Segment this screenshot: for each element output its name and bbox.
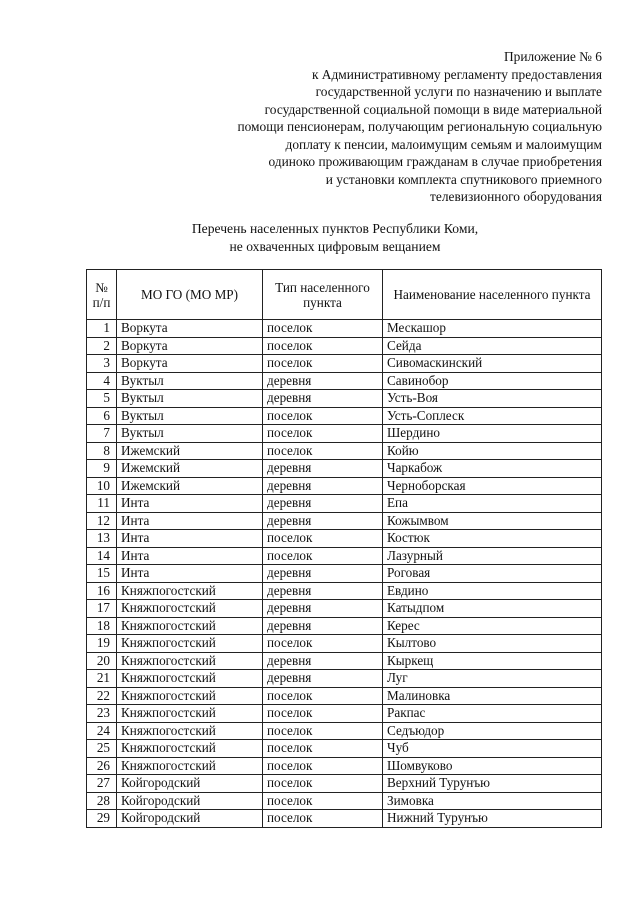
cell-municipality: Инта xyxy=(117,530,263,548)
table-row xyxy=(87,512,602,530)
cell-settlement-type: деревня xyxy=(263,652,383,670)
cell-settlement-type: деревня xyxy=(263,460,383,478)
table-row xyxy=(87,600,602,618)
table-row xyxy=(87,757,602,775)
annex-line: и установки комплекта спутникового приемного xyxy=(325,171,602,187)
cell-number: 20 xyxy=(87,652,117,670)
cell-settlement-name: Сейда xyxy=(383,337,602,355)
cell-settlement-name: Кожымвом xyxy=(383,512,602,530)
cell-municipality: Княжпогостский xyxy=(117,705,263,723)
annex-header xyxy=(182,48,602,206)
cell-number: 12 xyxy=(87,512,117,530)
table-row xyxy=(87,425,602,443)
header-settlement-type: Тип населенного пункта xyxy=(263,270,383,320)
cell-number: 29 xyxy=(87,810,117,828)
cell-settlement-name: Зимовка xyxy=(383,792,602,810)
cell-settlement-name: Керес xyxy=(383,617,602,635)
cell-settlement-name: Усть-Соплеск xyxy=(383,407,602,425)
cell-number: 6 xyxy=(87,407,117,425)
cell-number: 23 xyxy=(87,705,117,723)
cell-settlement-type: деревня xyxy=(263,600,383,618)
cell-settlement-name: Койю xyxy=(383,442,602,460)
annex-line: к Административному регламенту предоставления xyxy=(311,66,602,82)
cell-settlement-name: Мескашор xyxy=(383,320,602,338)
cell-settlement-name: Кыркещ xyxy=(383,652,602,670)
cell-settlement-type: поселок xyxy=(263,407,383,425)
cell-number: 25 xyxy=(87,740,117,758)
table-row xyxy=(87,810,602,828)
annex-line: государственной социальной помощи в виде материальной xyxy=(264,101,602,117)
cell-municipality: Вуктыл xyxy=(117,372,263,390)
annex-line: помощи пенсионерам, получающим региональную социальную xyxy=(237,119,602,134)
cell-settlement-type: поселок xyxy=(263,320,383,338)
cell-settlement-name: Чуб xyxy=(383,740,602,758)
cell-number: 26 xyxy=(87,757,117,775)
table-row xyxy=(87,582,602,600)
header-settlement-name: Наименование населенного пункта xyxy=(383,270,602,320)
cell-settlement-type: поселок xyxy=(263,687,383,705)
cell-number: 4 xyxy=(87,372,117,390)
title-line-2: не охваченных цифровым вещанием xyxy=(229,238,441,254)
cell-municipality: Вуктыл xyxy=(117,390,263,408)
cell-settlement-type: деревня xyxy=(263,390,383,408)
cell-settlement-name: Черноборская xyxy=(383,477,602,495)
cell-municipality: Воркута xyxy=(117,337,263,355)
cell-settlement-name: Нижний Турунъю xyxy=(383,810,602,828)
cell-number: 5 xyxy=(87,390,117,408)
cell-municipality: Ижемский xyxy=(117,442,263,460)
cell-municipality: Инта xyxy=(117,495,263,513)
cell-number: 28 xyxy=(87,792,117,810)
table-row xyxy=(87,792,602,810)
table-row xyxy=(87,320,602,338)
cell-municipality: Княжпогостский xyxy=(117,617,263,635)
cell-municipality: Княжпогостский xyxy=(117,582,263,600)
cell-municipality: Инта xyxy=(117,512,263,530)
cell-settlement-name: Шомвуково xyxy=(383,757,602,775)
annex-line: доплату к пенсии, малоимущим семьям и малоимущим xyxy=(285,136,602,152)
cell-number: 8 xyxy=(87,442,117,460)
cell-number: 10 xyxy=(87,477,117,495)
cell-settlement-type: поселок xyxy=(263,722,383,740)
cell-municipality: Ижемский xyxy=(117,460,263,478)
cell-municipality: Койгородский xyxy=(117,792,263,810)
table-row xyxy=(87,687,602,705)
cell-settlement-type: поселок xyxy=(263,705,383,723)
annex-line: телевизионного оборудования xyxy=(430,189,602,204)
table-row xyxy=(87,442,602,460)
table-header-row xyxy=(87,270,602,320)
cell-municipality: Воркута xyxy=(117,320,263,338)
table-row xyxy=(87,530,602,548)
cell-municipality: Княжпогостский xyxy=(117,722,263,740)
cell-settlement-type: деревня xyxy=(263,582,383,600)
cell-municipality: Койгородский xyxy=(117,775,263,793)
cell-settlement-type: поселок xyxy=(263,547,383,565)
cell-settlement-name: Сивомаскинский xyxy=(383,355,602,373)
cell-number: 16 xyxy=(87,582,117,600)
cell-number: 9 xyxy=(87,460,117,478)
cell-number: 14 xyxy=(87,547,117,565)
cell-municipality: Койгородский xyxy=(117,810,263,828)
table-row xyxy=(87,565,602,583)
cell-settlement-type: поселок xyxy=(263,442,383,460)
table-row xyxy=(87,705,602,723)
cell-settlement-type: поселок xyxy=(263,740,383,758)
table-row xyxy=(87,775,602,793)
cell-number: 1 xyxy=(87,320,117,338)
cell-settlement-name: Луг xyxy=(383,670,602,688)
cell-number: 2 xyxy=(87,337,117,355)
table-row xyxy=(87,390,602,408)
cell-municipality: Княжпогостский xyxy=(117,600,263,618)
table-row xyxy=(87,407,602,425)
cell-settlement-name: Савинобор xyxy=(383,372,602,390)
cell-settlement-name: Седъюдор xyxy=(383,722,602,740)
cell-number: 24 xyxy=(87,722,117,740)
cell-settlement-name: Малиновка xyxy=(383,687,602,705)
cell-municipality: Княжпогостский xyxy=(117,670,263,688)
annex-line: одиноко проживающим гражданам в случае приобретения xyxy=(268,154,602,169)
cell-number: 11 xyxy=(87,495,117,513)
table-row xyxy=(87,635,602,653)
table-row xyxy=(87,460,602,478)
cell-municipality: Инта xyxy=(117,547,263,565)
annex-line: Приложение № 6 xyxy=(503,49,602,64)
cell-settlement-type: поселок xyxy=(263,635,383,653)
cell-settlement-type: поселок xyxy=(263,757,383,775)
cell-settlement-name: Катыдпом xyxy=(383,600,602,618)
cell-settlement-type: деревня xyxy=(263,670,383,688)
cell-settlement-type: поселок xyxy=(263,530,383,548)
cell-number: 3 xyxy=(87,355,117,373)
cell-settlement-type: деревня xyxy=(263,617,383,635)
cell-municipality: Княжпогостский xyxy=(117,687,263,705)
cell-number: 19 xyxy=(87,635,117,653)
cell-municipality: Инта xyxy=(117,565,263,583)
cell-number: 7 xyxy=(87,425,117,443)
cell-municipality: Ижемский xyxy=(117,477,263,495)
cell-settlement-name: Лазурный xyxy=(383,547,602,565)
table-row xyxy=(87,355,602,373)
header-number: № п/п xyxy=(87,270,117,320)
cell-number: 22 xyxy=(87,687,117,705)
table-row xyxy=(87,337,602,355)
document-title xyxy=(0,220,640,255)
title-line-1: Перечень населенных пунктов Республики Коми, xyxy=(191,221,479,236)
cell-municipality: Вуктыл xyxy=(117,425,263,443)
cell-municipality: Вуктыл xyxy=(117,407,263,425)
cell-settlement-type: поселок xyxy=(263,810,383,828)
cell-number: 13 xyxy=(87,530,117,548)
cell-settlement-type: поселок xyxy=(263,792,383,810)
cell-settlement-name: Роговая xyxy=(383,565,602,583)
table-row xyxy=(87,372,602,390)
cell-municipality: Княжпогостский xyxy=(117,740,263,758)
cell-settlement-name: Усть-Воя xyxy=(383,390,602,408)
cell-settlement-name: Чаркабож xyxy=(383,460,602,478)
cell-settlement-name: Костюк xyxy=(383,530,602,548)
cell-municipality: Воркута xyxy=(117,355,263,373)
cell-number: 18 xyxy=(87,617,117,635)
table-row xyxy=(87,652,602,670)
table-row xyxy=(87,547,602,565)
cell-settlement-type: поселок xyxy=(263,337,383,355)
cell-number: 21 xyxy=(87,670,117,688)
cell-number: 17 xyxy=(87,600,117,618)
cell-settlement-type: деревня xyxy=(263,495,383,513)
cell-settlement-type: деревня xyxy=(263,477,383,495)
cell-number: 15 xyxy=(87,565,117,583)
cell-municipality: Княжпогостский xyxy=(117,757,263,775)
cell-settlement-type: поселок xyxy=(263,425,383,443)
header-municipality: МО ГО (МО МР) xyxy=(117,270,263,320)
cell-municipality: Княжпогостский xyxy=(117,635,263,653)
settlements-table xyxy=(86,269,602,828)
table-row xyxy=(87,495,602,513)
table-row xyxy=(87,670,602,688)
table-body xyxy=(87,320,602,828)
table-row xyxy=(87,477,602,495)
table-row xyxy=(87,617,602,635)
cell-settlement-name: Верхний Турунъю xyxy=(383,775,602,793)
cell-settlement-type: поселок xyxy=(263,355,383,373)
cell-settlement-type: поселок xyxy=(263,775,383,793)
cell-settlement-name: Епа xyxy=(383,495,602,513)
cell-settlement-type: деревня xyxy=(263,372,383,390)
cell-municipality: Княжпогостский xyxy=(117,652,263,670)
cell-settlement-name: Евдино xyxy=(383,582,602,600)
cell-settlement-type: деревня xyxy=(263,512,383,530)
cell-settlement-name: Шердино xyxy=(383,425,602,443)
cell-number: 27 xyxy=(87,775,117,793)
cell-settlement-type: деревня xyxy=(263,565,383,583)
table-row xyxy=(87,722,602,740)
annex-line: государственной услуги по назначению и выплате xyxy=(315,84,602,99)
cell-settlement-name: Ракпас xyxy=(383,705,602,723)
table-row xyxy=(87,740,602,758)
cell-settlement-name: Кылтово xyxy=(383,635,602,653)
